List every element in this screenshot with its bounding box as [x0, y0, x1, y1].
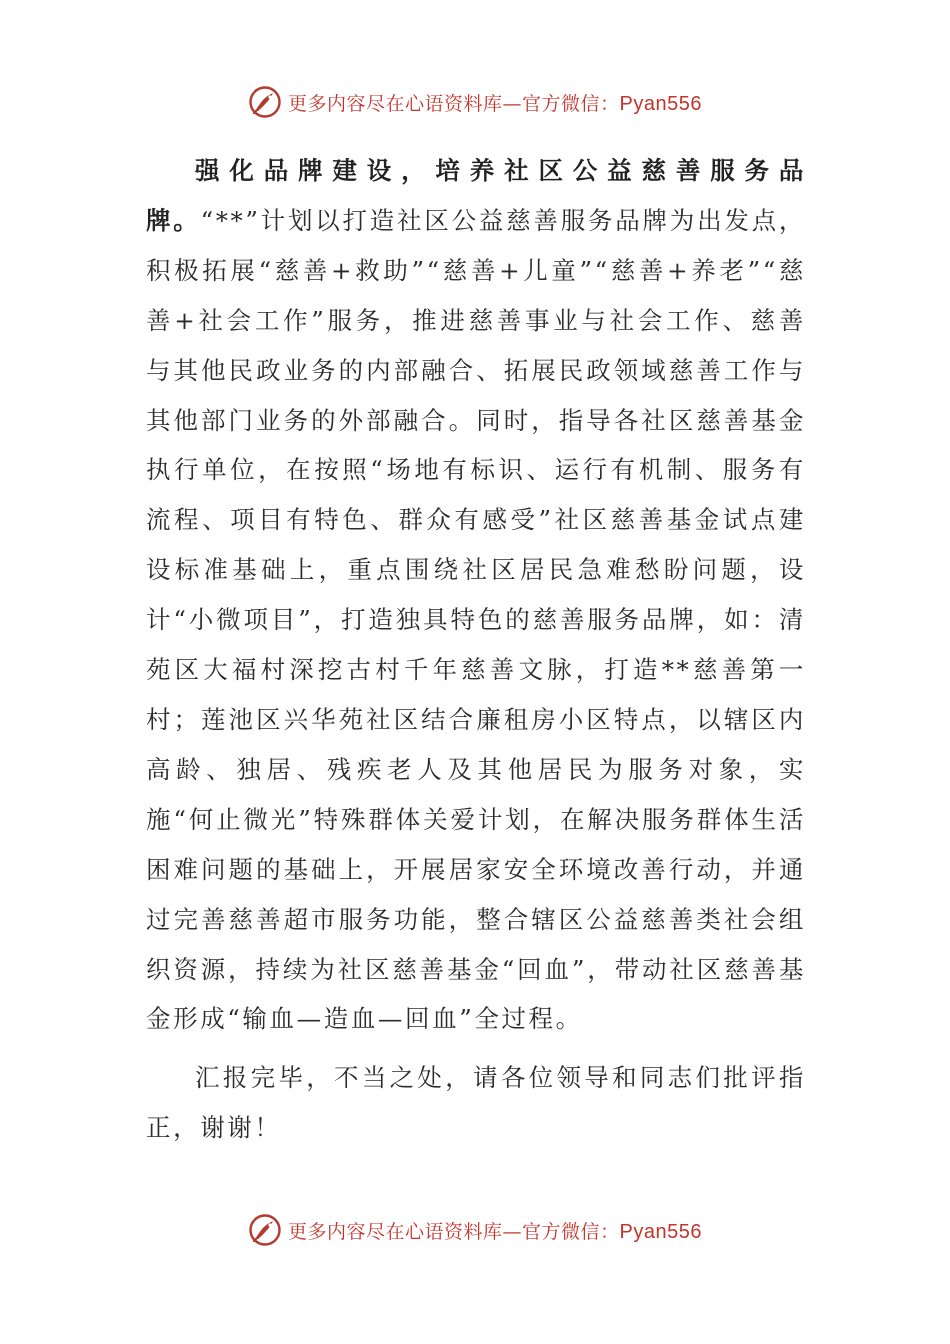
- watermark-text: [288, 1217, 702, 1244]
- watermark-text: [288, 89, 702, 116]
- pen-logo-icon: [248, 85, 282, 119]
- pen-logo-icon: [248, 1213, 282, 1247]
- paragraph-text: “**”计划以打造社区公益慈善服务品牌为出发点，积极拓展“慈善+救助”“慈善+儿童”“慈善+养老”“慈善+社会工作”服务，推进慈善事业与社会工作、慈善与其他民政业务的内部融合、拓展民政领域慈善工作与其他部门业务的外部融合。同时，指导各社区慈善基金执行单位，在按照“场地有标识、运行有机制、服务有流程、项目有特色、群众有感受”社区慈善基金试点建设标准基础上，重点围绕社区居民急难愁盼问题，设计“小微项目”，打造独具特色的慈善服务品牌，如：清苑区大福村深挖古村千年慈善文脉，打造**慈善第一村；莲池区兴华苑社区结合廉租房小区特点，以辖区内高龄、独居、残疾老人及其他居民为服务对象，实施“何止微光”特殊群体关爱计划，在解决服务群体生活困难问题的基础上，开展居家安全环境改善行动，并通过完善慈善超市服务功能，整合辖区公益慈善类社会组织资源，持续为社区慈善基金“回血”，带动社区慈善基金形成“输血—造血—回血”全过程。: [146, 205, 807, 1034]
- watermark-wechat-id: Pyan556: [619, 92, 702, 115]
- watermark-header: [0, 82, 950, 122]
- paragraph-heading: 强化品牌建设，培养社区公益慈善服务品牌。: [146, 156, 806, 235]
- paragraph-closing: 汇报完毕，不当之处，请各位领导和同志们批评指正，谢谢！: [146, 1063, 806, 1143]
- watermark-site: 更多内容尽在心语资料库—官方微信：: [288, 92, 620, 115]
- watermark-wechat-id: Pyan556: [619, 1220, 702, 1243]
- watermark-site: 更多内容尽在心语资料库—官方微信：: [288, 1220, 620, 1243]
- document-body: [146, 146, 806, 1153]
- watermark-footer: [0, 1210, 950, 1250]
- paragraph-brand-building: [146, 146, 806, 1044]
